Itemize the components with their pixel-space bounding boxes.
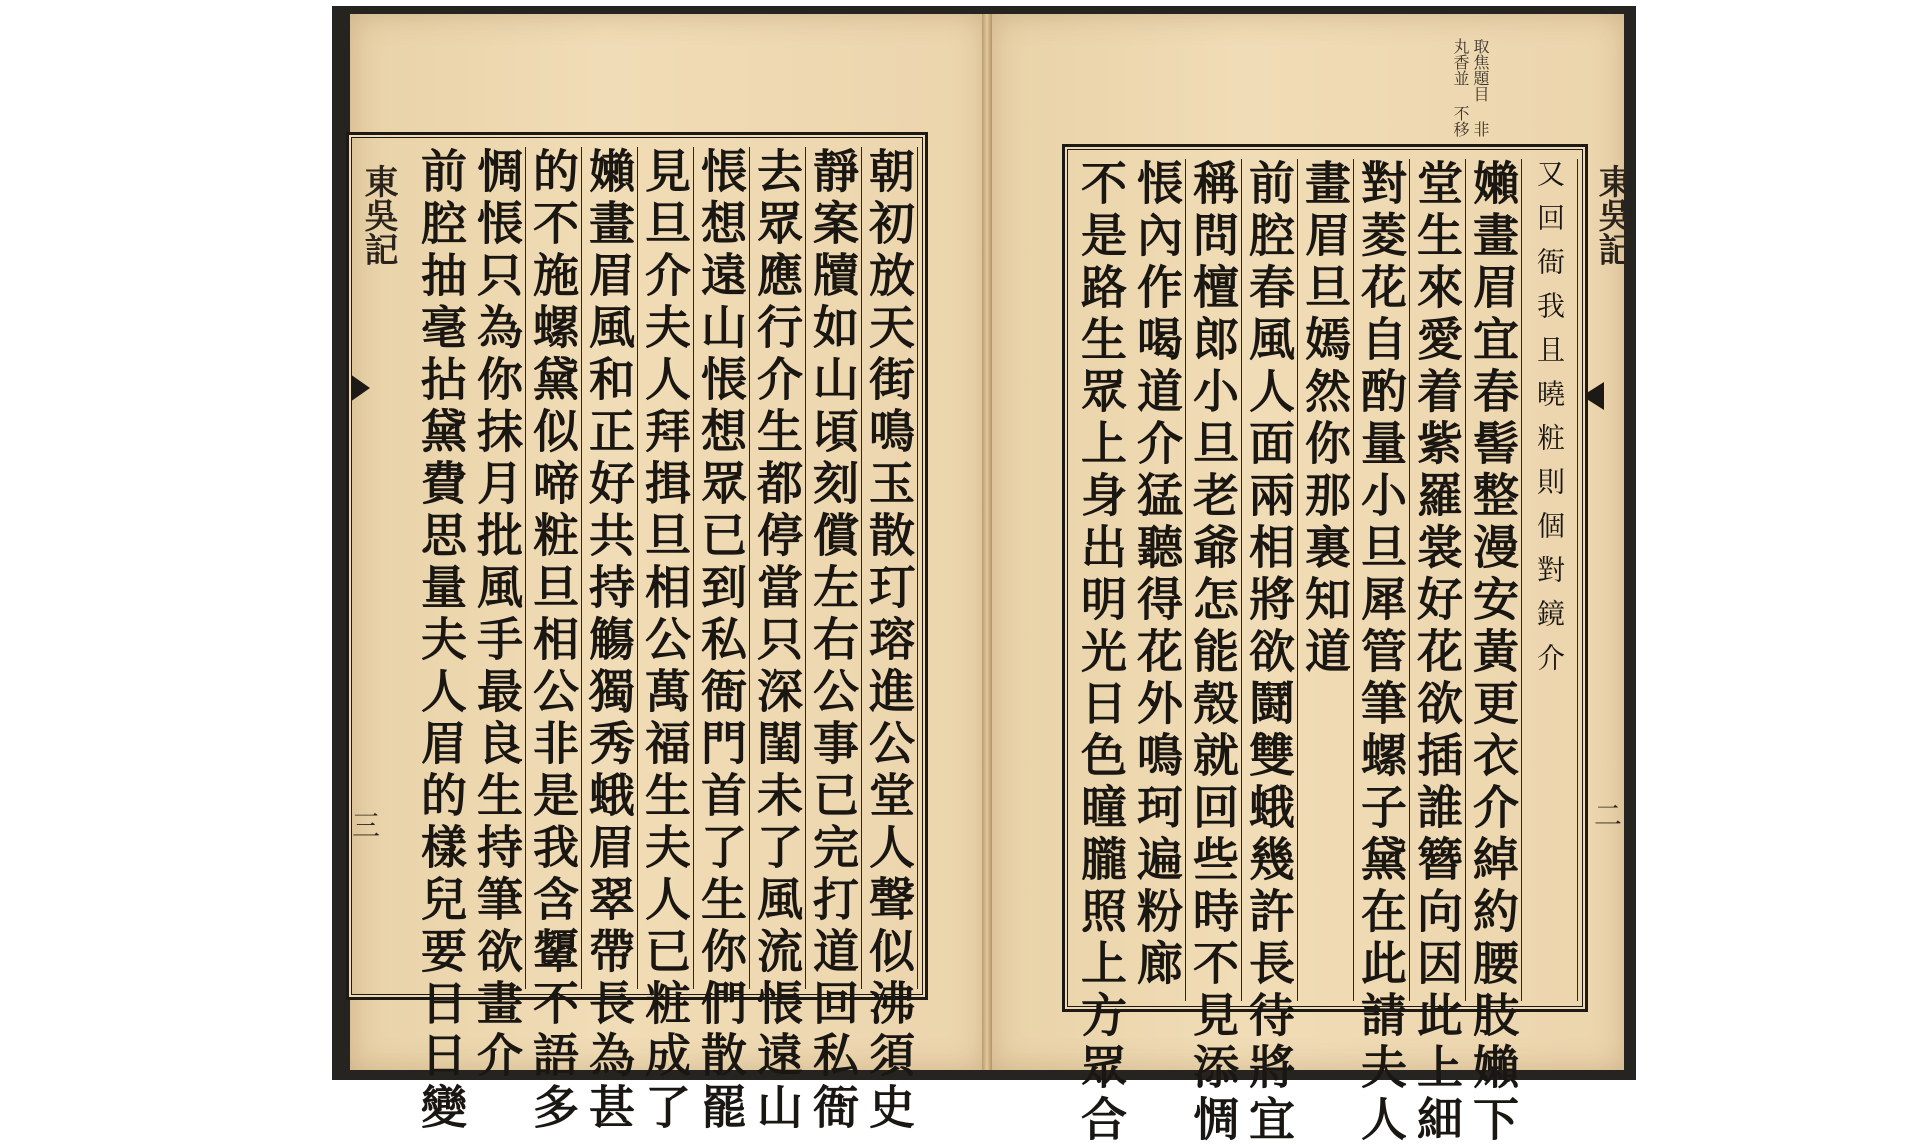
- column-text: 稱問檀郎小旦老爺怎能殼就回些時不見添惆: [1186, 159, 1240, 1147]
- right-page-number: 二: [1594, 799, 1623, 832]
- column-text: 悵想遠山悵想眾已到私衙門首了生你們散罷: [694, 147, 748, 1135]
- text-column: [1465, 159, 1522, 1147]
- column-text: 堂生來愛着紫羅裳好花欲插誰簪向因此上細: [1410, 159, 1464, 1147]
- left-text-frame: [346, 132, 928, 1135]
- text-column: [1129, 159, 1186, 1001]
- column-text: 朝初放天街鳴玉散玎瑢進公堂人聲似沸須史: [862, 147, 916, 1135]
- column-text: 去眾應行介生都停當只深閨未了風流悵遠山: [750, 147, 804, 1135]
- column-text: 前腔抽毫拈黛費思量夫人眉的樣兒要日日變: [414, 147, 468, 1135]
- text-column: [1073, 159, 1129, 1147]
- text-column: [1297, 159, 1354, 1001]
- column-text: 惆悵只為你抹月批風手最良生持筆欲畫介: [470, 147, 524, 1083]
- left-page-number: 三: [352, 809, 381, 842]
- column-text: 嬾畫眉宜春髻整漫安黃更衣介綽約腰肢嬾下: [1466, 159, 1520, 1147]
- column-text: 悵內作喝道介猛聽得花外鳴珂遍粉廊: [1130, 159, 1184, 991]
- text-column: [861, 147, 918, 1135]
- column-text: 畫眉旦嫣然你那裏知道: [1298, 159, 1352, 679]
- column-text: 靜案牘如山頃刻償左右公事已完打道回私衙: [806, 147, 860, 1135]
- text-column: [413, 147, 469, 1135]
- column-text: 前腔春風人面兩相將欲鬪雙蛾幾許長待將宜: [1242, 159, 1296, 1147]
- text-column: [693, 147, 750, 1135]
- text-column: [525, 147, 582, 1135]
- column-text: 又回衙我且曉粧則個對鏡介: [1533, 159, 1566, 687]
- text-column: [581, 147, 638, 1135]
- text-column: [1241, 159, 1298, 1147]
- text-column: [1353, 159, 1410, 1147]
- text-column: [637, 147, 694, 1135]
- text-column: [1185, 159, 1242, 1147]
- text-column: [469, 147, 526, 1083]
- text-column: [1521, 159, 1578, 1001]
- text-column: [805, 147, 862, 1135]
- column-text: 不是路生眾上身出明光日色曈朧照上方眾合: [1074, 159, 1128, 1147]
- column-text: 對菱花自酌量小旦犀管筆螺子黛在此請夫人: [1354, 159, 1408, 1147]
- column-text: 的不施螺黛似啼粧旦相公非是我含顰不語多: [526, 147, 580, 1135]
- book-gutter: [982, 14, 992, 1070]
- text-column: [1409, 159, 1466, 1147]
- left-page-edge-label: 東吳記: [358, 164, 398, 266]
- column-text: 嬾畫眉風和正好共持觴獨秀蛾眉翠帶長為甚: [582, 147, 636, 1135]
- column-text: 見旦介夫人拜揖旦相公萬福生夫人已粧成了: [638, 147, 692, 1135]
- right-text-frame: [1062, 144, 1588, 1147]
- margin-note: 取焦題目 非丸香並 不移: [1451, 38, 1490, 137]
- text-column: [749, 147, 806, 1135]
- right-page-edge-label: 東吳記: [1592, 164, 1632, 266]
